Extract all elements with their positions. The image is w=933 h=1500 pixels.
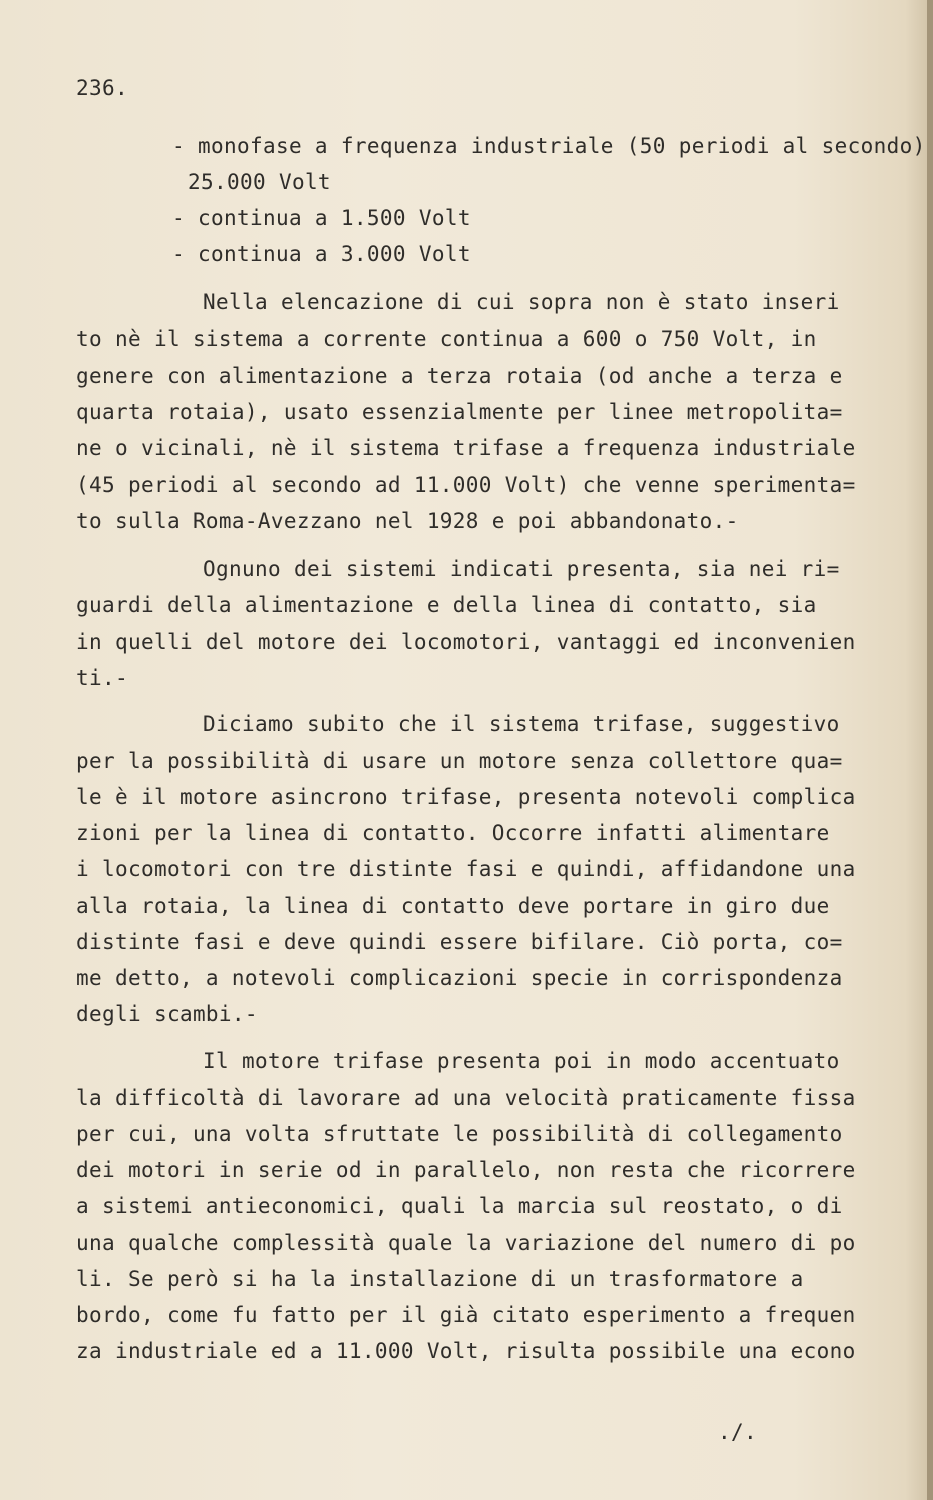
list-item: - continua a 3.000 Volt	[172, 242, 471, 266]
paragraph-line: in quelli del motore dei locomotori, vantaggi ed inconvenien	[76, 630, 856, 654]
paragraph-line: guardi della alimentazione e della linea di contatto, sia	[76, 593, 817, 617]
paragraph-line: per cui, una volta sfruttate le possibilità di collegamento	[76, 1122, 843, 1146]
paragraph-line: a sistemi antieconomici, quali la marcia sul reostato, o di	[76, 1194, 843, 1218]
paragraph-line: me detto, a notevoli complicazioni specie in corrispondenza	[76, 966, 843, 990]
paragraph-line: Ognuno dei sistemi indicati presenta, sia nei ri=	[203, 557, 840, 581]
paragraph-line: quarta rotaia), usato essenzialmente per linee metropolita=	[76, 400, 843, 424]
continuation-mark: ./.	[718, 1420, 757, 1444]
paragraph-line: ne o vicinali, nè il sistema trifase a frequenza industriale	[76, 436, 856, 460]
paragraph-line: to nè il sistema a corrente continua a 600 o 750 Volt, in	[76, 327, 817, 351]
paragraph-line: genere con alimentazione a terza rotaia (od anche a terza e	[76, 364, 843, 388]
paragraph-line: Il motore trifase presenta poi in modo accentuato	[203, 1049, 840, 1073]
paragraph-line: degli scambi.-	[76, 1002, 258, 1026]
paragraph-line: to sulla Roma-Avezzano nel 1928 e poi abbandonato.-	[76, 509, 739, 533]
paragraph-line: distinte fasi e deve quindi essere bifilare. Ciò porta, co=	[76, 930, 843, 954]
paragraph-line: (45 periodi al secondo ad 11.000 Volt) che venne sperimenta=	[76, 473, 856, 497]
paragraph-line: Diciamo subito che il sistema trifase, suggestivo	[203, 712, 840, 736]
page-number: 236.	[76, 76, 128, 100]
paragraph-line: dei motori in serie od in parallelo, non resta che ricorrere	[76, 1158, 856, 1182]
paragraph-line: za industriale ed a 11.000 Volt, risulta possibile una econo	[76, 1339, 856, 1363]
paragraph-line: alla rotaia, la linea di contatto deve portare in giro due	[76, 894, 830, 918]
paragraph-line: la difficoltà di lavorare ad una velocità praticamente fissa	[76, 1086, 856, 1110]
paragraph-line: le è il motore asincrono trifase, presenta notevoli complica	[76, 785, 856, 809]
paragraph-line: i locomotori con tre distinte fasi e quindi, affidandone una	[76, 857, 856, 881]
list-item: - continua a 1.500 Volt	[172, 206, 471, 230]
paragraph-line: ti.-	[76, 666, 128, 690]
paragraph-line: zioni per la linea di contatto. Occorre infatti alimentare	[76, 821, 830, 845]
paragraph-line: per la possibilità di usare un motore senza collettore qua=	[76, 749, 843, 773]
paragraph-line: Nella elencazione di cui sopra non è stato inseri	[203, 290, 840, 314]
paragraph-line: una qualche complessità quale la variazione del numero di po	[76, 1231, 856, 1255]
page-edge	[927, 0, 933, 1500]
paragraph-line: li. Se però si ha la installazione di un trasformatore a	[76, 1267, 804, 1291]
list-item-continuation: 25.000 Volt	[188, 170, 331, 194]
list-item: - monofase a frequenza industriale (50 periodi al secondo)	[172, 134, 926, 158]
paragraph-line: bordo, come fu fatto per il già citato esperimento a frequen	[76, 1303, 856, 1327]
